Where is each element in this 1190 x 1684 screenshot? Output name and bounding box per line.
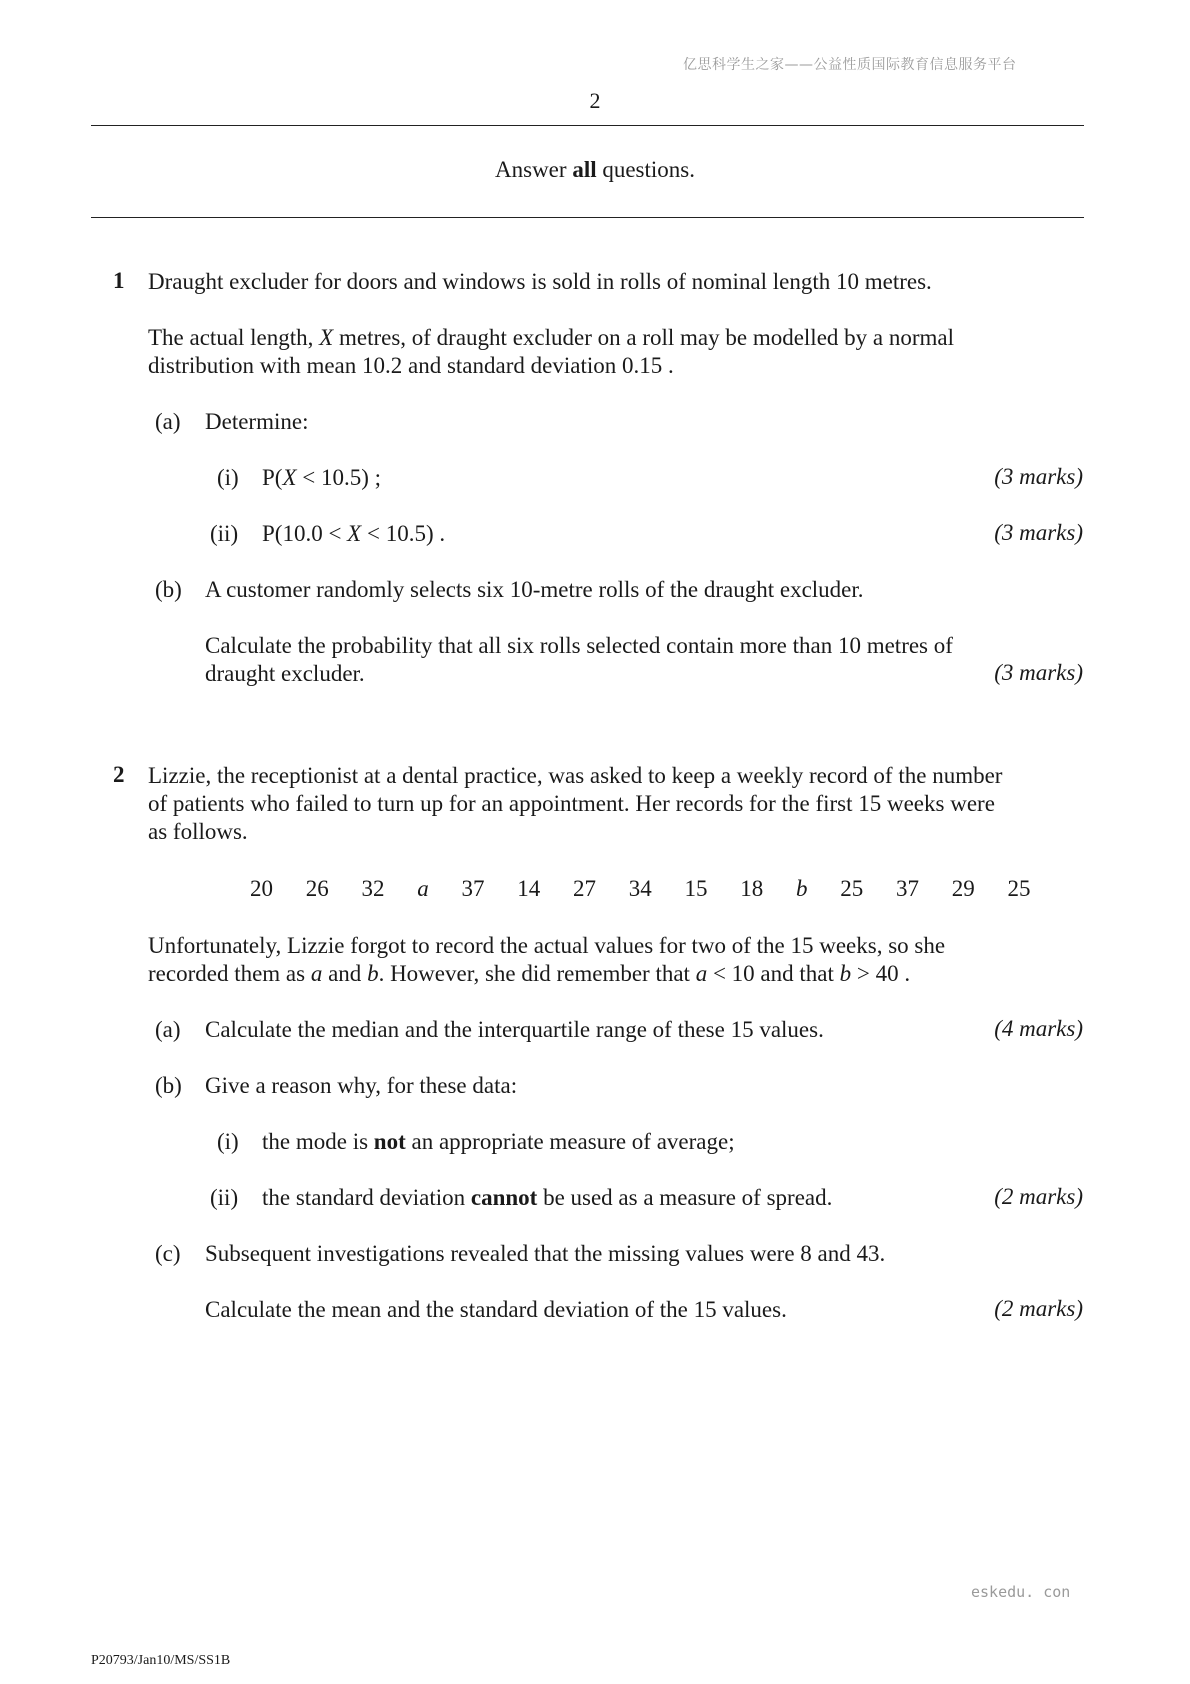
text: < 10.5) . <box>361 521 446 546</box>
data-value: 15 <box>684 876 708 901</box>
question-1-number: 1 <box>113 268 125 293</box>
question-2a-marks: (4 marks) <box>994 1016 1083 1041</box>
text: the mode is <box>262 1129 374 1154</box>
text: . However, she did remember that <box>378 961 696 986</box>
instruction <box>0 157 1190 183</box>
question-1-stem: Draught excluder for doors and windows is sold in rolls of nominal length 10 metres. <box>148 269 932 294</box>
data-value: b <box>796 876 808 901</box>
variable: X <box>282 465 297 490</box>
question-1ai-marks: (3 marks) <box>994 464 1083 489</box>
question-2c-marks: (2 marks) <box>994 1296 1083 1321</box>
question-1ai-text <box>262 464 381 492</box>
question-1aii-label: (ii) <box>210 521 239 546</box>
question-2bii-label: (ii) <box>210 1185 239 1210</box>
question-1b-text: A customer randomly selects six 10-metre rolls of the draught excluder. <box>205 577 864 602</box>
data-value: 18 <box>740 876 764 901</box>
data-value: 27 <box>573 876 596 901</box>
question-2bii-marks: (2 marks) <box>994 1184 1083 1209</box>
variable: a <box>695 961 708 986</box>
question-2bii-text <box>262 1184 832 1212</box>
text: the standard deviation <box>262 1185 471 1210</box>
question-2a-text: Calculate the median and the interquartile range of these 15 values. <box>205 1017 824 1042</box>
question-1b-calc-line2: draught excluder. <box>205 661 365 686</box>
second-rule <box>91 217 1084 218</box>
data-value: 29 <box>951 876 975 901</box>
watermark-footer: eskedu. con <box>971 1583 1071 1601</box>
question-2-note-line1: Unfortunately, Lizzie forgot to record the actual values for two of the 15 weeks, so she <box>148 933 946 958</box>
text: metres, of draught excluder on a roll may be modelled by a normal <box>333 325 955 350</box>
top-rule <box>91 125 1084 126</box>
data-value: 25 <box>840 876 864 901</box>
question-2-stem-line2: of patients who failed to turn up for an appointment. Her records for the first 15 weeks were <box>148 791 995 816</box>
text: P( <box>262 465 283 490</box>
text: < 10 and that <box>707 961 840 986</box>
emphasis: not <box>373 1129 406 1154</box>
text: > 40 . <box>851 961 911 986</box>
instruction-text: Answer <box>495 157 573 182</box>
variable: b <box>839 961 852 986</box>
data-value: 37 <box>896 876 919 901</box>
data-value: 37 <box>461 876 485 901</box>
paper-code: P20793/Jan10/MS/SS1B <box>91 1653 231 1668</box>
question-2-note-line2 <box>148 960 910 988</box>
data-value: a <box>417 876 429 901</box>
text: The actual length, <box>148 325 320 350</box>
text: < 10.5) ; <box>296 465 382 490</box>
question-1ai-label: (i) <box>217 465 239 490</box>
question-2-number: 2 <box>113 762 125 787</box>
question-2c-calc: Calculate the mean and the standard deviation of the 15 values. <box>205 1297 787 1322</box>
question-1-model-line2: distribution with mean 10.2 and standard deviation 0.15 . <box>148 353 674 378</box>
data-value: 34 <box>628 876 652 901</box>
variable: b <box>367 961 379 986</box>
question-2bi-text <box>262 1128 735 1156</box>
question-1aii-marks: (3 marks) <box>994 520 1083 545</box>
data-value: 25 <box>1007 876 1031 901</box>
question-1b-marks: (3 marks) <box>994 660 1083 685</box>
question-2bi-label: (i) <box>217 1129 239 1154</box>
text: recorded them as <box>148 961 311 986</box>
question-2a-label: (a) <box>155 1017 181 1042</box>
page-number: 2 <box>589 88 601 113</box>
question-2-stem-line1: Lizzie, the receptionist at a dental practice, was asked to keep a weekly record of the number <box>148 763 1003 788</box>
text: an appropriate measure of average; <box>405 1129 735 1154</box>
text: and <box>322 961 368 986</box>
question-1b-calc-line1: Calculate the probability that all six rolls selected contain more than 10 metres of <box>205 633 953 658</box>
data-value: 32 <box>361 876 385 901</box>
data-values <box>250 876 1058 902</box>
question-1-model-line1 <box>148 324 954 352</box>
instruction-text-end: questions. <box>596 157 695 182</box>
variable: a <box>310 961 323 986</box>
variable: X <box>319 325 334 350</box>
question-1aii-text <box>262 520 445 548</box>
watermark-header: 亿思科学生之家——公益性质国际教育信息服务平台 <box>683 57 1017 73</box>
question-1a-text: Determine: <box>205 409 309 434</box>
text: P(10.0 < <box>262 521 348 546</box>
variable: X <box>347 521 362 546</box>
question-2-stem-line3: as follows. <box>148 819 248 844</box>
text: be used as a measure of spread. <box>537 1185 833 1210</box>
question-2c-text: Subsequent investigations revealed that the missing values were 8 and 43. <box>205 1241 886 1266</box>
data-value: 20 <box>250 876 273 901</box>
question-1b-label: (b) <box>155 577 182 602</box>
emphasis: cannot <box>470 1185 538 1210</box>
question-2b-label: (b) <box>155 1073 182 1098</box>
data-value: 14 <box>517 876 541 901</box>
data-value: 26 <box>305 876 329 901</box>
question-1a-label: (a) <box>155 409 181 434</box>
question-2b-text: Give a reason why, for these data: <box>205 1073 518 1098</box>
instruction-bold: all <box>572 157 597 182</box>
question-2c-label: (c) <box>155 1241 181 1266</box>
